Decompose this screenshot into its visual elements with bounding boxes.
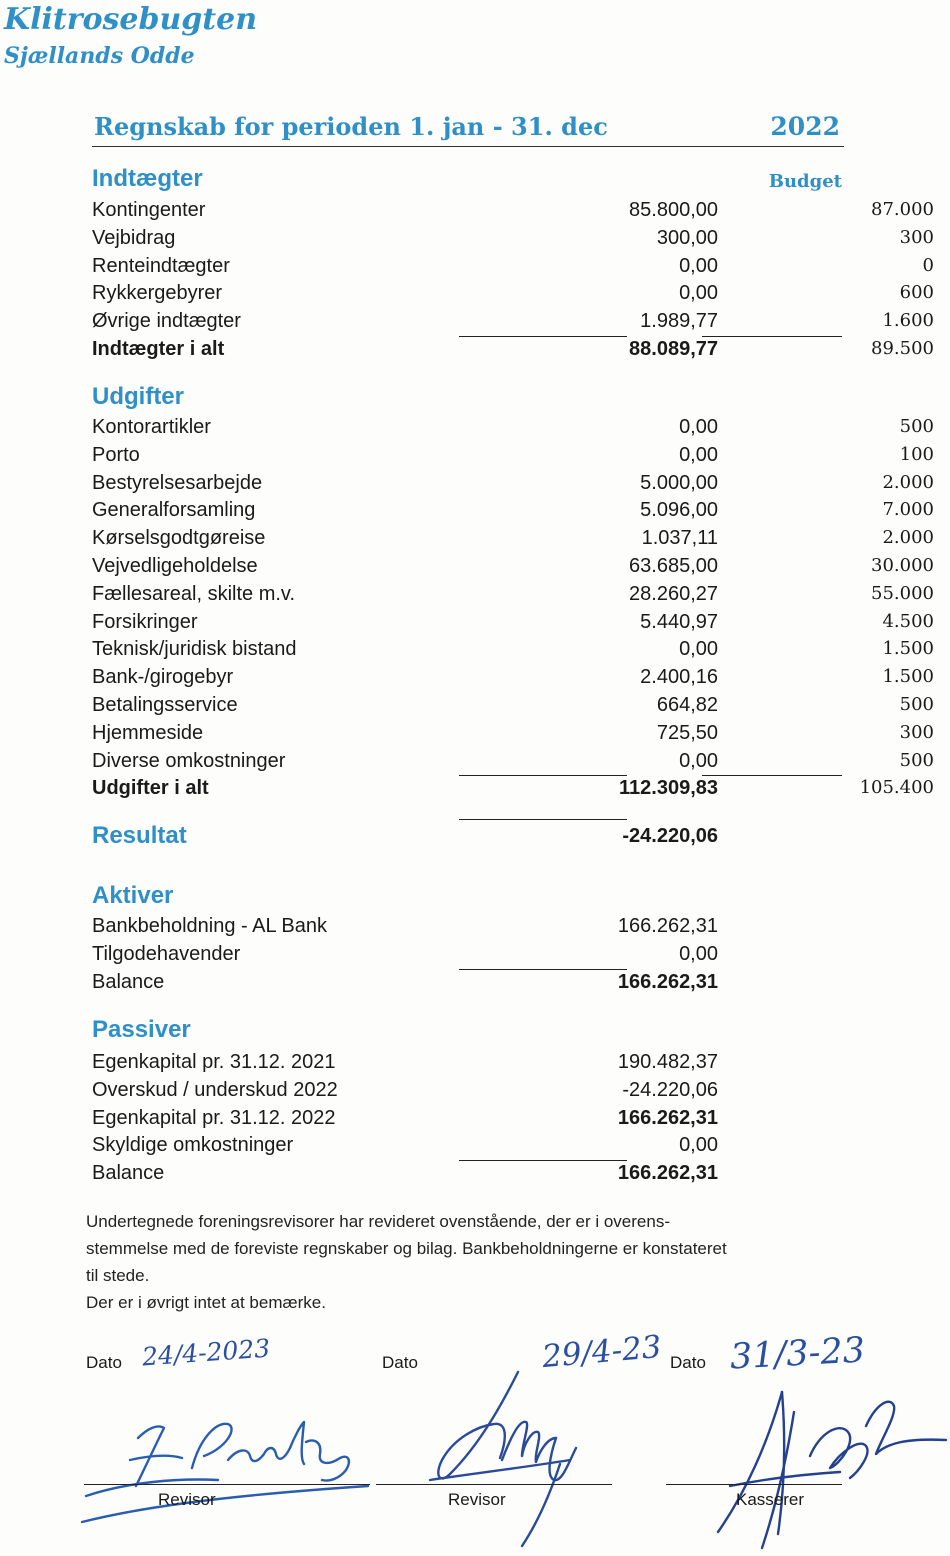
assets-balance (92, 968, 844, 996)
expenses-total (92, 774, 934, 802)
expense-row-amount: 0,00 (679, 749, 718, 772)
expense-row-budget: 2.000 (882, 527, 934, 549)
expense-row-amount: 5.000,00 (640, 471, 718, 494)
liability-row (92, 1076, 844, 1104)
expense-row-budget: 2.000 (882, 471, 934, 493)
asset-row-label: Tilgodehavender (92, 942, 241, 965)
asset-row-amount: 166.262,31 (617, 915, 718, 937)
expense-row-budget: 55.000 (871, 582, 934, 604)
liabilities-balance-label: Balance (92, 1162, 165, 1185)
expense-row-budget: 4.500 (882, 610, 934, 632)
expenses-total-amount: 112.309,83 (619, 777, 718, 800)
expenses-total-budget: 105.400 (859, 777, 934, 799)
liability-row (92, 1104, 844, 1132)
asset-row-label: Bankbeholdning - AL Bank (92, 915, 327, 937)
expense-row-budget: 500 (899, 416, 934, 437)
income-row-budget: 600 (899, 282, 934, 304)
expense-row-label: Diverse omkostninger (92, 749, 286, 772)
income-row-label: Renteindtægter (92, 254, 230, 277)
expense-row (92, 441, 934, 469)
expense-row-budget: 30.000 (871, 555, 934, 576)
liabilities-balance (92, 1159, 844, 1187)
expense-row-amount: 0,00 (679, 416, 718, 438)
expense-row (92, 719, 934, 747)
income-row-amount: 300,00 (656, 226, 718, 249)
income-row-label: Øvrige indtægter (92, 310, 241, 333)
income-row-budget: 87.000 (871, 199, 934, 220)
signature-3-icon (690, 1382, 948, 1554)
signature-role-2: Revisor (448, 1490, 506, 1509)
statement-header (92, 112, 844, 147)
section-heading: Indtægter (92, 165, 203, 192)
income-row (92, 224, 934, 252)
income-row (92, 252, 934, 280)
result-amount: -24.220,06 (622, 825, 718, 847)
income-row-label: Kontingenter (92, 199, 206, 221)
liability-row-label: Egenkapital pr. 31.12. 2022 (92, 1106, 336, 1129)
expense-row-label: Kontorartikler (92, 416, 211, 438)
handwritten-date-2: 29/4-23 (540, 1328, 663, 1376)
expense-row-amount: 725,50 (656, 721, 718, 744)
statement-year: 2022 (770, 112, 840, 141)
liability-row-amount: 166.262,31 (617, 1106, 718, 1129)
assets-balance-amount: 166.262,31 (617, 970, 718, 993)
expense-row-amount: 1.037,11 (641, 527, 718, 550)
assets-balance-label: Balance (92, 970, 165, 993)
asset-row (92, 912, 844, 940)
expense-row (92, 663, 934, 691)
section-heading: Aktiver (92, 882, 174, 909)
income-row-budget: 0 (922, 254, 934, 276)
expense-row-label: Teknisk/juridisk bistand (92, 638, 297, 661)
expense-row (92, 496, 934, 524)
expense-row (92, 580, 934, 608)
liability-row-label: Overskud / underskud 2022 (92, 1078, 338, 1101)
result-label: Resultat (92, 822, 187, 849)
liability-row-amount: -24.220,06 (622, 1078, 718, 1101)
expense-row-budget: 100 (899, 443, 934, 465)
date-label-1: Dato (86, 1353, 122, 1372)
liability-row-amount: 0,00 (679, 1134, 718, 1157)
result-row (92, 822, 844, 852)
income-row-label: Rykkergebyrer (92, 282, 223, 305)
expense-row-label: Hjemmeside (92, 721, 204, 744)
expense-row-label: Fællesareal, skilte m.v. (92, 582, 296, 605)
signature-role-1: Revisor (158, 1490, 216, 1509)
budget-column-heading: Budget (768, 171, 842, 192)
liabilities-balance-amount: 166.262,31 (617, 1162, 718, 1185)
expense-row-label: Kørselsgodtgøreise (92, 527, 266, 550)
asset-row-amount: 0,00 (679, 942, 718, 965)
statement-title: Regnskab for perioden 1. jan - 31. dec (94, 112, 608, 141)
total-rule (459, 819, 627, 820)
audit-note (86, 1208, 906, 1316)
income-row-amount: 1.989,77 (640, 310, 718, 333)
signature-role-3: Kasserer (736, 1490, 805, 1509)
organization-header (4, 0, 257, 70)
income-row-label: Vejbidrag (92, 226, 176, 249)
expense-row (92, 413, 934, 441)
expense-row (92, 635, 934, 663)
expense-row-label: Forsikringer (92, 610, 198, 633)
income-row-amount: 0,00 (679, 282, 718, 305)
income-total-label: Indtægter i alt (92, 338, 225, 360)
expense-row (92, 524, 934, 552)
income-total (92, 335, 934, 363)
expense-row-label: Bestyrelsesarbejde (92, 471, 263, 494)
expense-row-amount: 0,00 (679, 443, 718, 466)
signature-line-1 (84, 1484, 370, 1485)
signature-2-icon (410, 1364, 640, 1554)
income-row (92, 196, 934, 224)
expense-row-budget: 300 (899, 721, 934, 743)
asset-row (92, 940, 844, 968)
expenses-total-label: Udgifter i alt (92, 777, 209, 800)
expense-row (92, 469, 934, 497)
section-heading: Passiver (92, 1016, 191, 1043)
expense-row-amount: 28.260,27 (629, 582, 718, 605)
liability-row-label: Egenkapital pr. 31.12. 2021 (92, 1051, 336, 1073)
date-label-2: Dato (382, 1353, 418, 1372)
section-heading: Udgifter (92, 383, 184, 410)
liability-row-label: Skyldige omkostninger (92, 1134, 294, 1157)
handwritten-date-1: 24/4-2023 (141, 1333, 272, 1372)
income-row-budget: 1.600 (882, 310, 934, 332)
signature-line-3 (666, 1484, 842, 1485)
income-total-amount: 88.089,77 (629, 338, 718, 360)
liability-row (92, 1131, 844, 1159)
expense-row-label: Bank-/girogebyr (92, 666, 234, 689)
income-row-amount: 85.800,00 (629, 199, 718, 221)
expense-row-label: Generalforsamling (92, 499, 256, 522)
date-label-3: Dato (670, 1353, 706, 1372)
expense-row-amount: 63.685,00 (629, 555, 718, 577)
income-row (92, 307, 934, 335)
expense-row-amount: 0,00 (679, 638, 718, 661)
audit-note-line: til stede. (86, 1266, 150, 1285)
expense-row-amount: 664,82 (656, 694, 718, 716)
expense-row (92, 691, 934, 719)
liability-row (92, 1048, 844, 1076)
signature-1-icon (78, 1398, 378, 1528)
audit-note-line: Der er i øvrigt intet at bemærke. (86, 1293, 326, 1312)
expense-row-budget: 500 (899, 749, 934, 771)
expense-row-budget: 1.500 (882, 666, 934, 688)
expense-row-amount: 5.096,00 (640, 499, 718, 522)
expense-row-label: Porto (92, 443, 140, 466)
audit-note-line: Undertegnede foreningsrevisorer har revideret ovenstående, der er i overens- (86, 1212, 670, 1231)
expense-row-budget: 1.500 (882, 638, 934, 660)
handwritten-date-3: 31/3-23 (729, 1330, 866, 1378)
expense-row-budget: 7.000 (882, 499, 934, 521)
expense-row (92, 747, 934, 775)
expense-row-amount: 5.440,97 (640, 610, 718, 633)
income-row-amount: 0,00 (679, 254, 718, 277)
expense-row-label: Vejvedligeholdelse (92, 555, 258, 577)
organization-name: Klitrosebugten (4, 2, 258, 37)
signature-line-2 (376, 1484, 612, 1485)
liability-row-amount: 190.482,37 (617, 1051, 718, 1073)
expense-row (92, 552, 934, 580)
income-total-budget: 89.500 (871, 338, 934, 359)
expense-row (92, 608, 934, 636)
expense-row-label: Betalingsservice (92, 694, 238, 716)
income-row (92, 279, 934, 307)
expense-row-amount: 2.400,16 (640, 666, 718, 689)
expense-row-budget: 500 (899, 694, 934, 715)
audit-note-line: stemmelse med de foreviste regnskaber og bilag. Bankbeholdningerne er konstateret (86, 1239, 727, 1258)
organization-place: Sjællands Odde (4, 43, 195, 69)
income-row-budget: 300 (899, 226, 934, 248)
